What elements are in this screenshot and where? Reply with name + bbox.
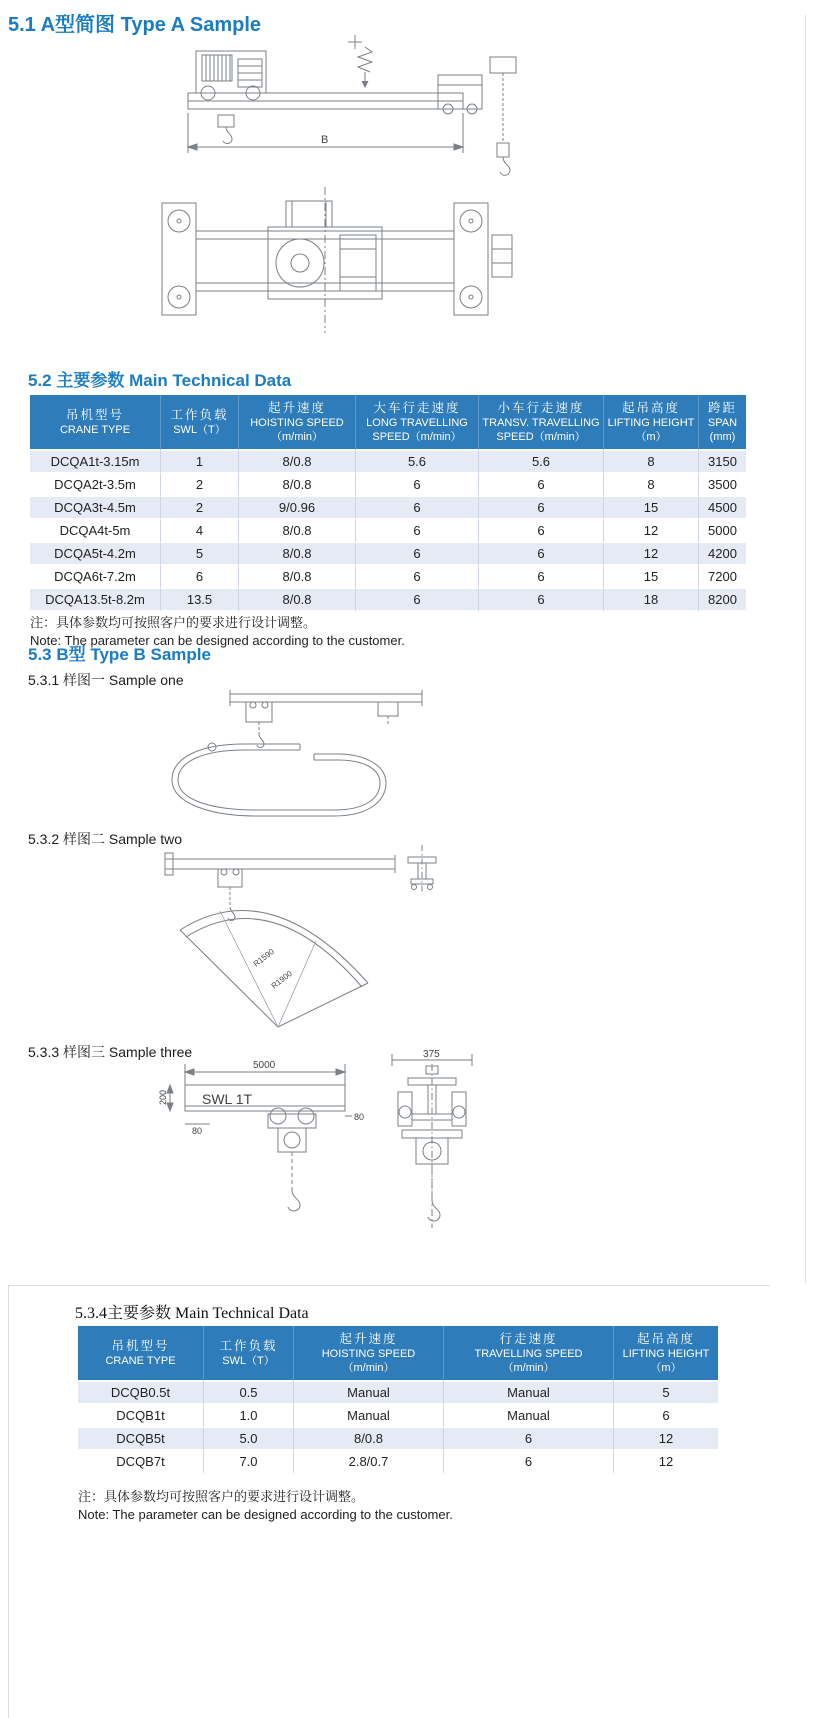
table-cell: 4 [160, 520, 238, 543]
table-cell: 2 [160, 474, 238, 497]
table-cell: DCQA5t-4.2m [30, 543, 160, 566]
dimension-label-80-right: 80 [354, 1112, 365, 1122]
table-cell: 6 [478, 497, 603, 520]
column-header: 工作负载 SWL（T） [160, 395, 238, 451]
table-header-row [78, 1326, 718, 1382]
table-cell: 5.6 [478, 451, 603, 474]
type-b-technical-data-table [78, 1326, 718, 1474]
table-row [78, 1382, 718, 1405]
heading-5-3-1: 5.3.1 样图一 Sample one [28, 672, 184, 688]
heading-5-3-3: 5.3.3 样图三 Sample three [28, 1044, 193, 1060]
heading-5-2: 5.2 主要参数 Main Technical Data [28, 371, 292, 390]
table-cell: 12 [613, 1428, 718, 1451]
table-cell: Manual [443, 1405, 613, 1428]
dimension-label-b: B [321, 134, 329, 146]
sample-one-drawing [150, 688, 470, 823]
table-cell: 1.0 [203, 1405, 293, 1428]
column-header: 吊机型号 CRANE TYPE [78, 1326, 203, 1382]
table-cell: DCQB1t [78, 1405, 203, 1428]
table-cell: 8/0.8 [238, 589, 355, 612]
table-cell: 6 [478, 566, 603, 589]
table-cell: DCQB0.5t [78, 1382, 203, 1405]
column-header: 大车行走速度 LONG TRAVELLING SPEED（m/min） [355, 395, 478, 451]
table-cell: 6 [355, 543, 478, 566]
table-cell: 8/0.8 [238, 451, 355, 474]
table-cell: 12 [613, 1451, 718, 1474]
table-cell: 6 [355, 589, 478, 612]
table-header-row [30, 395, 746, 451]
column-header: 吊机型号 CRANE TYPE [30, 395, 160, 451]
heading-5-3: 5.3 B型 Type B Sample [28, 645, 211, 664]
table-cell: 6 [355, 566, 478, 589]
table-cell: 7200 [698, 566, 746, 589]
dimension-label-200: 200 [158, 1089, 168, 1105]
table-cell: Manual [293, 1405, 443, 1428]
table-cell: 6 [355, 474, 478, 497]
dimension-label-80-left: 80 [192, 1126, 203, 1136]
heading-5-1: 5.1 A型简图 Type A Sample [8, 14, 262, 36]
heading-5-3-4: 5.3.4主要参数 Main Technical Data [75, 1305, 309, 1322]
table-cell: 0.5 [203, 1382, 293, 1405]
table-cell: 15 [603, 497, 698, 520]
table-cell: 8200 [698, 589, 746, 612]
heading-5-3-2: 5.3.2 样图二 Sample two [28, 831, 183, 847]
table-cell: 4500 [698, 497, 746, 520]
table-cell: 18 [603, 589, 698, 612]
column-header: 起吊高度 LIFTING HEIGHT （m） [603, 395, 698, 451]
table-a-note-zh: 注：具体参数均可按照客户的要求进行设计调整。 [30, 615, 317, 630]
table-cell: 8/0.8 [238, 566, 355, 589]
table-row [30, 474, 746, 497]
table-cell: 12 [603, 543, 698, 566]
table-cell: 7.0 [203, 1451, 293, 1474]
column-header: 工作负载 SWL（T） [203, 1326, 293, 1382]
table-cell: DCQA1t-3.15m [30, 451, 160, 474]
table-cell: 6 [355, 497, 478, 520]
table-cell: 3150 [698, 451, 746, 474]
column-header: 起升速度 HOISTING SPEED （m/min） [293, 1326, 443, 1382]
table-cell: DCQA6t-7.2m [30, 566, 160, 589]
column-header: 行走速度 TRAVELLING SPEED （m/min） [443, 1326, 613, 1382]
table-cell: 5 [613, 1382, 718, 1405]
table-cell: 6 [478, 474, 603, 497]
column-header: 起吊高度 LIFTING HEIGHT （m） [613, 1326, 718, 1382]
column-header: 跨距 SPAN (mm) [698, 395, 746, 451]
table-row [30, 520, 746, 543]
table-cell: DCQB7t [78, 1451, 203, 1474]
table-row [30, 543, 746, 566]
table-cell: 6 [478, 589, 603, 612]
table-cell: DCQB5t [78, 1428, 203, 1451]
table-cell: 12 [603, 520, 698, 543]
radius-label-r1900: R1900 [269, 968, 294, 991]
table-cell: DCQA3t-4.5m [30, 497, 160, 520]
table-cell: DCQA13.5t-8.2m [30, 589, 160, 612]
column-header: 起升速度 HOISTING SPEED （m/min） [238, 395, 355, 451]
table-cell: Manual [293, 1382, 443, 1405]
dimension-label-5000: 5000 [253, 1060, 276, 1071]
table-cell: 8/0.8 [238, 520, 355, 543]
table-row [30, 451, 746, 474]
table-row [30, 566, 746, 589]
type-a-technical-drawing [150, 35, 570, 335]
table-row [78, 1428, 718, 1451]
dimension-label-375: 375 [423, 1050, 440, 1060]
table-cell: Manual [443, 1382, 613, 1405]
table-cell: 1 [160, 451, 238, 474]
table-cell: 8/0.8 [238, 543, 355, 566]
table-cell: 5 [160, 543, 238, 566]
table-cell: 9/0.96 [238, 497, 355, 520]
radius-label-r1590: R1590 [251, 946, 276, 969]
table-cell: 8 [603, 451, 698, 474]
table-cell: 6 [478, 543, 603, 566]
table-b-note-zh: 注：具体参数均可按照客户的要求进行设计调整。 [78, 1489, 365, 1504]
table-cell: 6 [355, 520, 478, 543]
table-cell: 8/0.8 [293, 1428, 443, 1451]
table-row [30, 589, 746, 612]
table-cell: 6 [478, 520, 603, 543]
table-row [78, 1405, 718, 1428]
table-cell: 5000 [698, 520, 746, 543]
table-cell: DCQA2t-3.5m [30, 474, 160, 497]
table-cell: 4200 [698, 543, 746, 566]
swl-label: SWL 1T [202, 1091, 253, 1107]
table-a-note-en: Note: The parameter can be designed according to the customer. [30, 633, 405, 648]
page-divider-line [8, 1285, 770, 1286]
table-cell: 2 [160, 497, 238, 520]
table-cell: 6 [613, 1405, 718, 1428]
table-cell: 2.8/0.7 [293, 1451, 443, 1474]
sample-two-drawing [150, 845, 470, 1040]
table-row [78, 1451, 718, 1474]
sample-three-drawing [140, 1050, 490, 1235]
type-a-technical-data-table [30, 395, 746, 612]
table-cell: 6 [443, 1428, 613, 1451]
page-edge-left-bottom [8, 1285, 9, 1718]
table-cell: 5.0 [203, 1428, 293, 1451]
table-cell: 15 [603, 566, 698, 589]
table-cell: 3500 [698, 474, 746, 497]
table-b-note-en: Note: The parameter can be designed according to the customer. [78, 1507, 453, 1522]
table-cell: 6 [160, 566, 238, 589]
table-cell: 8 [603, 474, 698, 497]
table-row [30, 497, 746, 520]
table-cell: 6 [443, 1451, 613, 1474]
column-header: 小车行走速度 TRANSV. TRAVELLING SPEED（m/min） [478, 395, 603, 451]
table-cell: 13.5 [160, 589, 238, 612]
table-cell: 8/0.8 [238, 474, 355, 497]
table-cell: 5.6 [355, 451, 478, 474]
table-cell: DCQA4t-5m [30, 520, 160, 543]
page-edge-right [805, 15, 806, 1283]
